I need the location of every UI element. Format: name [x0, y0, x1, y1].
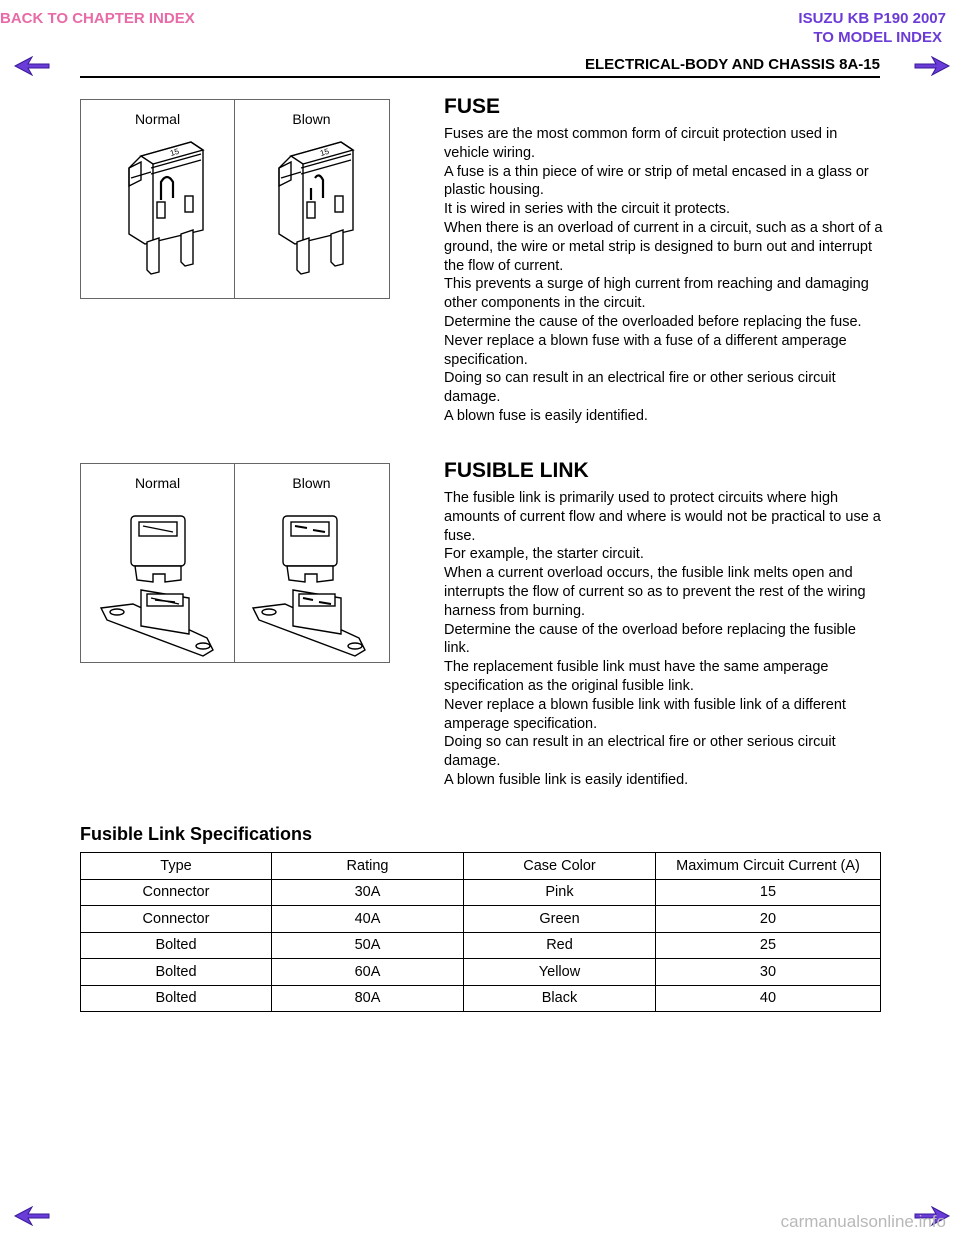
blown-fuse-illustration [271, 138, 361, 278]
figure-divider [234, 100, 235, 298]
fusible-link-section [444, 459, 884, 790]
fuse-paragraph: A blown fuse is easily identified. [444, 407, 648, 424]
cell-type: Bolted [81, 932, 272, 959]
fuse-paragraph: Determine the cause of the overloaded before replacing the fuse. [444, 313, 862, 330]
fuse-figure [80, 99, 390, 299]
column-header-rating: Rating [272, 853, 464, 880]
fusible-link-body [444, 489, 884, 790]
fuse-paragraph: It is wired in series with the circuit it protects. [444, 201, 731, 218]
next-page-arrow-icon[interactable] [914, 56, 950, 76]
fuse-paragraph: When there is an overload of current in a circuit, such as a short of a ground, the wire or metal strip is designed to burn out and interrupt the flow of current. [444, 219, 883, 274]
fusible-link-heading: FUSIBLE LINK [444, 459, 589, 482]
cell-rating: 50A [272, 932, 464, 959]
spec-table-title: Fusible Link Specifications [80, 824, 313, 844]
cell-case-color: Red [464, 932, 656, 959]
column-header-max-current: Maximum Circuit Current (A) [656, 853, 881, 880]
fuse-paragraph: This prevents a surge of high current from reaching and damaging other components in the circuit. [444, 276, 869, 312]
table-row [81, 959, 881, 986]
svg-text:15: 15 [319, 146, 331, 158]
cell-rating: 80A [272, 985, 464, 1012]
link-blown-caption: Blown [292, 475, 331, 491]
link-paragraph: Doing so can result in an electrical fire or other serious circuit damage. [444, 734, 836, 770]
fuse-paragraph: Never replace a blown fuse with a fuse of a different amperage specification. [444, 332, 847, 368]
cell-case-color: Green [464, 906, 656, 933]
cell-type: Bolted [81, 959, 272, 986]
model-title-link[interactable]: ISUZU KB P190 2007 [798, 10, 946, 27]
cell-max-current: 30 [656, 959, 881, 986]
fuse-normal-caption: Normal [134, 111, 181, 127]
table-row [81, 879, 881, 906]
table-row [81, 906, 881, 933]
cell-max-current: 20 [656, 906, 881, 933]
cell-max-current: 25 [656, 932, 881, 959]
table-row [81, 932, 881, 959]
link-paragraph: The fusible link is primarily used to protect circuits where high amounts of current flow and where is would not be practical to use a fuse. [444, 490, 881, 544]
table-header-row [81, 853, 881, 880]
fuse-paragraph: A fuse is a thin piece of wire or strip of metal encased in a glass or plastic housing. [444, 163, 869, 199]
cell-type: Bolted [81, 985, 272, 1012]
fuse-paragraph: Fuses are the most common form of circuit protection used in vehicle wiring. [444, 126, 838, 161]
site-watermark: carmanualsonline.info [780, 1212, 946, 1231]
figure-divider [234, 464, 235, 662]
fuse-body [444, 125, 884, 426]
blown-fusible-link-illustration [247, 508, 377, 658]
fusible-link-spec-table [80, 852, 881, 1012]
cell-case-color: Pink [464, 879, 656, 906]
cell-max-current: 40 [656, 985, 881, 1012]
link-paragraph: Determine the cause of the overload before replacing the fusible link. [444, 621, 856, 657]
cell-type: Connector [81, 906, 272, 933]
fuse-section [444, 95, 884, 426]
back-to-chapter-index-link[interactable]: BACK TO CHAPTER INDEX [0, 10, 195, 27]
svg-text:15: 15 [169, 146, 181, 158]
link-paragraph: A blown fusible link is easily identified. [444, 771, 689, 788]
link-paragraph: The replacement fusible link must have the same amperage specification as the original fusible link. [444, 659, 829, 694]
cell-type: Connector [81, 879, 272, 906]
link-normal-caption: Normal [134, 475, 181, 491]
table-row [81, 985, 881, 1012]
fuse-heading: FUSE [444, 95, 501, 118]
column-header-type: Type [81, 853, 272, 880]
cell-case-color: Black [464, 985, 656, 1012]
cell-rating: 40A [272, 906, 464, 933]
header-rule [80, 76, 880, 78]
link-paragraph: Never replace a blown fusible link with fusible link of a different amperage specification. [444, 696, 846, 732]
previous-page-arrow-icon[interactable] [14, 56, 50, 76]
normal-fuse-illustration [121, 138, 211, 278]
column-header-case-color: Case Color [464, 853, 656, 880]
fusible-link-figure [80, 463, 390, 663]
fuse-paragraph: Doing so can result in an electrical fire or other serious circuit damage. [444, 370, 836, 406]
cell-rating: 30A [272, 879, 464, 906]
link-paragraph: For example, the starter circuit. [444, 546, 644, 563]
normal-fusible-link-illustration [95, 508, 225, 658]
page-header-title: ELECTRICAL-BODY AND CHASSIS 8A-15 [584, 56, 880, 73]
cell-max-current: 15 [656, 879, 881, 906]
previous-page-arrow-icon[interactable] [14, 1206, 50, 1226]
cell-rating: 60A [272, 959, 464, 986]
cell-case-color: Yellow [464, 959, 656, 986]
to-model-index-link[interactable]: TO MODEL INDEX [813, 29, 942, 46]
link-paragraph: When a current overload occurs, the fusible link melts open and interrupts the flow of current so as to prevent the rest of the wiring harness from burning. [444, 565, 866, 619]
fuse-blown-caption: Blown [292, 111, 331, 127]
